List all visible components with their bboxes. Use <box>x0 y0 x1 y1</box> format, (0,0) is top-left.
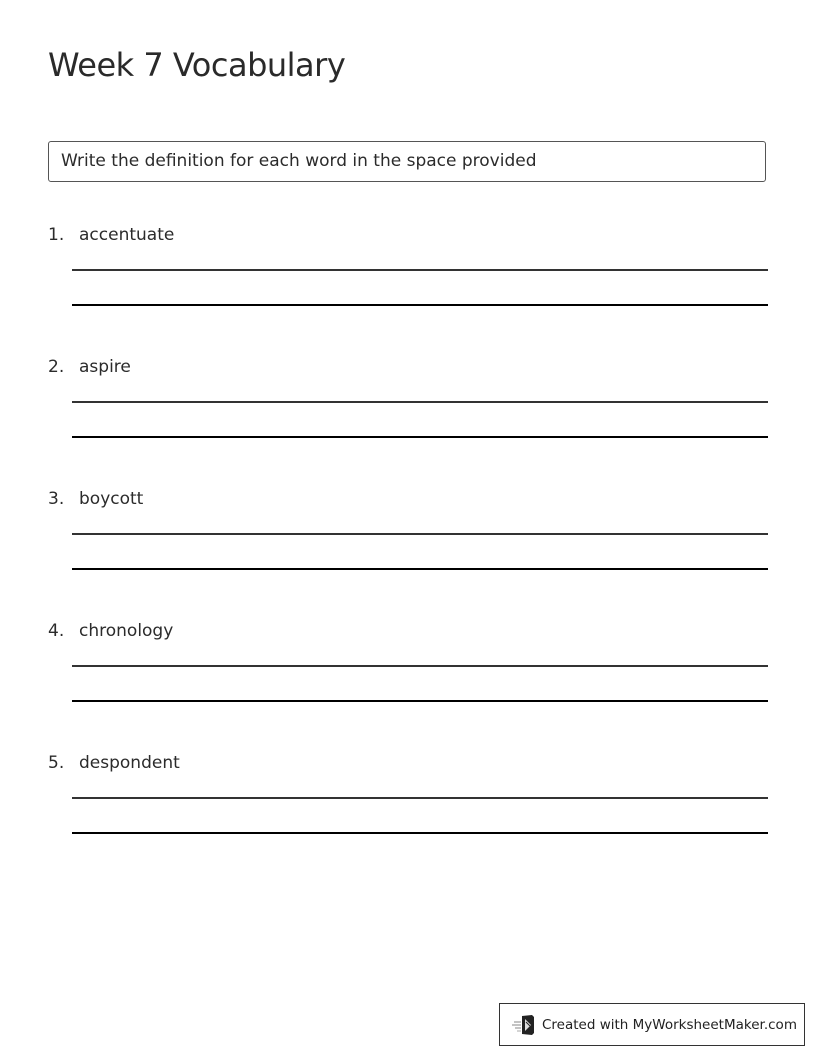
answer-line[interactable] <box>72 797 768 799</box>
answer-line[interactable] <box>72 436 768 438</box>
vocab-item <box>48 488 768 588</box>
vocab-word: despondent <box>79 753 180 773</box>
vocab-item <box>48 224 768 324</box>
answer-line[interactable] <box>72 304 768 306</box>
item-number: 2. <box>48 357 65 377</box>
item-number: 5. <box>48 753 65 773</box>
vocab-item <box>48 356 768 456</box>
vocab-word: boycott <box>79 489 144 509</box>
vocab-word: aspire <box>79 357 131 377</box>
answer-line[interactable] <box>72 832 768 834</box>
instructions-box: Write the definition for each word in the space provided <box>48 141 766 182</box>
vocab-item <box>48 752 768 852</box>
answer-line[interactable] <box>72 269 768 271</box>
vocab-word: chronology <box>79 621 174 641</box>
worksheet-maker-logo-icon <box>512 1014 536 1036</box>
item-number: 4. <box>48 621 65 641</box>
page-title: Week 7 Vocabulary <box>48 46 346 84</box>
answer-line[interactable] <box>72 401 768 403</box>
footer-text: Created with MyWorksheetMaker.com <box>542 1016 797 1033</box>
item-number: 3. <box>48 489 65 509</box>
answer-line[interactable] <box>72 533 768 535</box>
vocab-word: accentuate <box>79 225 175 245</box>
item-number: 1. <box>48 225 65 245</box>
footer-badge[interactable] <box>499 1003 805 1046</box>
vocab-item <box>48 620 768 720</box>
answer-line[interactable] <box>72 700 768 702</box>
answer-line[interactable] <box>72 568 768 570</box>
answer-line[interactable] <box>72 665 768 667</box>
